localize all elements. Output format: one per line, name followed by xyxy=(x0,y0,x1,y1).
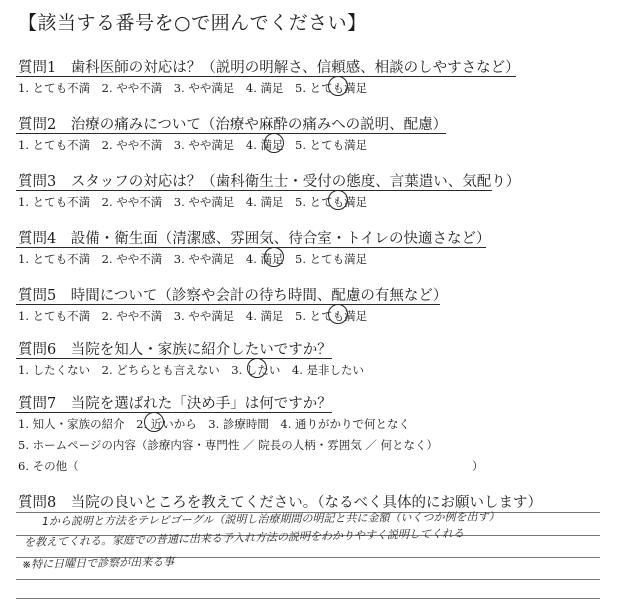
question-8-title: 質問8 当院の良いところを教えてください。（なるべく具体的にお願いします） xyxy=(18,495,542,511)
question-7-title: 質問7 当院を選ばれた「決め手」は何ですか？ xyxy=(18,396,332,412)
question-5-answer-circle[interactable] xyxy=(328,304,348,324)
question-4-options: 1. とても不満 2. やや不満 3. やや満足 4. 満足 5. とても満足 xyxy=(18,252,368,266)
question-1-options: 1. とても不満 2. やや不満 3. やや満足 4. 満足 5. とても満足 xyxy=(18,81,368,95)
question-4-title: 質問4 設備・衛生面（清潔感、雰囲気、待合室・トイレの快適さなど） xyxy=(18,231,491,247)
question-3-answer-circle[interactable] xyxy=(328,190,348,210)
question-6-answer-circle[interactable] xyxy=(247,358,267,378)
handwritten-answer-line-1[interactable]: 1から説明と方法をテレビゴーグル（説明し治療期間の明記と共に金額（いくつか例を出す） xyxy=(41,510,500,528)
question-7-options-line-2: 5. ホームページの内容（診療内容・専門性 ／ 院長の人柄・雰囲気 ／ 何となく） xyxy=(18,438,439,452)
question-5-title: 質問5 時間について（診察や会計の待ち時間、配慮の有無など） xyxy=(18,288,448,304)
question-2-options: 1. とても不満 2. やや不満 3. やや満足 4. 満足 5. とても満足 xyxy=(18,138,368,152)
question-1-underline xyxy=(16,76,516,77)
question-7-answer-circle[interactable] xyxy=(144,412,164,432)
question-1-title: 質問1 歯科医師の対応は？（説明の明解さ、信頼感、相談のしやすさなど） xyxy=(18,60,520,76)
question-7-options-line-3: 6. その他（ xyxy=(18,459,79,473)
answer-line-5 xyxy=(16,598,600,599)
question-2-underline xyxy=(16,133,446,134)
question-7-options: 1. 知人・家族の紹介 2. 近いから 3. 診療時間 4. 通りがかりで何となく xyxy=(18,417,411,431)
question-7-other-close: ） xyxy=(472,459,484,473)
page-header: 【該当する番号を○で囲んでください】 xyxy=(18,12,367,34)
question-4-underline xyxy=(16,247,486,248)
question-6-options: 1. したくない 2. どちらとも言えない 3. したい 4. 是非したい xyxy=(18,363,365,377)
question-5-options: 1. とても不満 2. やや不満 3. やや満足 4. 満足 5. とても満足 xyxy=(18,309,368,323)
question-6-underline xyxy=(16,358,332,359)
question-4-answer-circle[interactable] xyxy=(264,247,284,267)
question-1-answer-circle[interactable] xyxy=(328,76,348,96)
question-3-underline xyxy=(16,190,492,191)
question-5-underline xyxy=(16,304,440,305)
answer-line-4 xyxy=(16,579,600,580)
question-7-underline xyxy=(16,412,332,413)
handwritten-answer-line-3[interactable]: ※特に日曜日で診察が出来る事 xyxy=(21,555,175,571)
question-3-title: 質問3 スタッフの対応は？（歯科衛生士・受付の態度、言葉遣い、気配り） xyxy=(18,174,521,190)
question-3-options: 1. とても不満 2. やや不満 3. やや満足 4. 満足 5. とても満足 xyxy=(18,195,368,209)
handwritten-answer-line-2[interactable]: を教えてくれる。家庭での普通に出来る予入れ方法の説明をわかりやすく説明してくれる xyxy=(23,526,465,549)
question-2-title: 質問2 治療の痛みについて（治療や麻酔の痛みへの説明、配慮） xyxy=(18,117,448,133)
question-6-title: 質問6 当院を知人・家族に紹介したいですか？ xyxy=(18,342,332,358)
question-2-answer-circle[interactable] xyxy=(264,133,284,153)
